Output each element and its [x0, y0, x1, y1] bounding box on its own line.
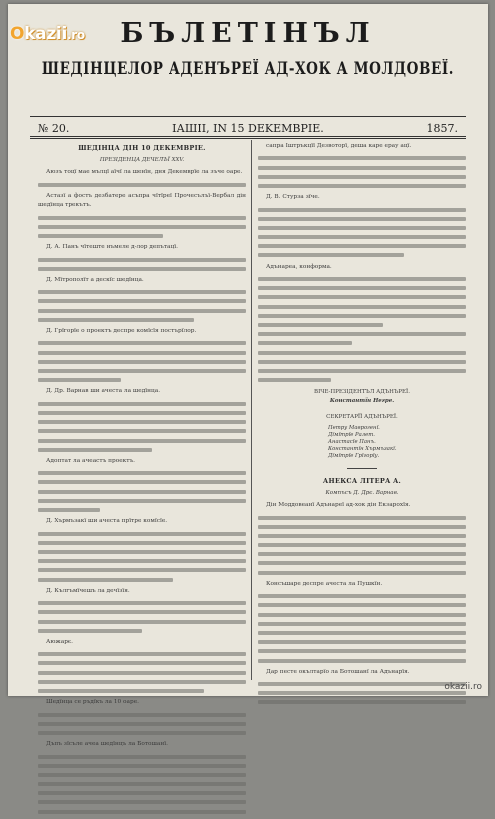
masthead: [8, 18, 488, 77]
newspaper-title: БЪЛЕТІНЪЛ: [120, 18, 376, 49]
article-paragraph: Аюзъ тоцї мае мълцї аїчї ла шенїн, дня Декемврїе ла зъче оаре.: [46, 169, 243, 176]
annex-heading: АНЕКСА ЛІТЕРА A.: [322, 476, 402, 485]
article-paragraph: Адънареа, конформа.: [266, 263, 332, 270]
article-paragraph: сапра Іштръкцїї Дезвоторї, деша каре ерау ацї.: [266, 143, 412, 149]
secretary-name: Петру Маврогенї.: [328, 424, 380, 431]
column-divider: [251, 140, 252, 680]
article-paragraph: Д. Др. Варнав ши ачеста ла шедїнца.: [46, 388, 161, 395]
article-paragraph: Д. Кългъмїчешъ ла дечїзїя.: [46, 587, 130, 594]
secretaries-block: [258, 413, 466, 422]
vice-president-block: [258, 388, 466, 406]
article-paragraph: Аюжарє.: [46, 638, 74, 645]
dateline-rule: [30, 136, 466, 137]
watermark-brand-o: O: [10, 24, 25, 44]
annex-paragraph: Дар песте окълтарїо ла Ботошанї ла Адънарїя.: [266, 668, 410, 675]
article-paragraph: Д. Хърмъзакї ши ачеста прїтре комїсїе.: [46, 518, 168, 525]
dateline: [38, 122, 458, 135]
newspaper-subtitle: ШЕДІНЦЕЛОР АДЕНЪРЕЇ АД-ХОК А МОЛДОВЕЇ.: [41, 59, 455, 79]
article-paragraph: Д. Мїтрополїт а дескїс шедїнца.: [46, 276, 144, 283]
right-column: [258, 142, 466, 710]
presidency-subheading: ПРЕЗІДЕНЦА ДЕЧЕЛЪЇ ХХV.: [99, 157, 185, 164]
annex-subheading: Компъсъ Д. Дрє. Варнав.: [325, 489, 399, 496]
article-paragraph: Дъпъ зїсъле ачеа шедїнцъ ла Ботошанї.: [46, 741, 168, 748]
article-paragraph: Д. В. Стурза зїче.: [266, 194, 320, 201]
annex-paragraph: Дін Моддовеанї Адънареї ад-хок дін Екзарохїя.: [266, 502, 411, 509]
left-column: [38, 142, 246, 819]
article-paragraph: Д. Грїгорїе о проектъ деспре комїсїя постърїлор.: [46, 328, 197, 335]
secretaries-list: [328, 425, 466, 460]
place-date: ІАШІІ, ІN 15 DEKEMBPIE.: [172, 122, 324, 135]
vice-president-title: ВІЧЕ-ПРЕЗІДЕНТЪЛ АДЪНЪРЕЇ.: [314, 389, 410, 396]
article-paragraph: Астазї а фостъ дезбатере асъпра чїтїреї Прочесълъї-Вербал дін шедїнца трекътъ.: [38, 192, 246, 209]
section-separator: [347, 468, 377, 469]
vice-president-name: Константїн Негре.: [329, 398, 395, 405]
secretary-name: Анастасїе Панъ.: [328, 438, 376, 445]
article-paragraph: Адоптат ла ачеастъ проектъ.: [46, 457, 136, 464]
secretaries-heading: СЕКРЕТАРЇЇ АДЪНЪРЕЇ.: [326, 413, 398, 420]
article-paragraph: Д. А. Панъ чїтеште нъмеле д-лор депътацї.: [46, 244, 178, 251]
annex-paragraph: Консъшаре деспре ачеста ла Пушкїн.: [266, 580, 383, 587]
dateline-rule-double: [30, 138, 466, 139]
okazii-bottom-watermark: okazii.ro: [444, 682, 482, 692]
watermark-brand-tld: .ro: [66, 28, 85, 42]
issue-year: 1857.: [426, 122, 458, 135]
article-paragraph: Шедїнца се ръдїкъ ла 10 оаре.: [46, 699, 139, 706]
watermark-brand-rest: kazii: [24, 24, 67, 44]
newspaper-page: [8, 4, 488, 748]
secretary-name: Дїмїтрїе Грїгорїу.: [328, 452, 380, 459]
secretary-name: Дїмїтрїе Ралет.: [328, 431, 375, 438]
top-rule: [30, 116, 466, 117]
secretary-name: Константїн Хърмъзакї.: [328, 445, 397, 452]
session-heading: ШЕДІНЦА ДІН 10 ДЕКЕМВРІЕ.: [78, 144, 206, 152]
issue-number: № 20.: [38, 122, 70, 135]
